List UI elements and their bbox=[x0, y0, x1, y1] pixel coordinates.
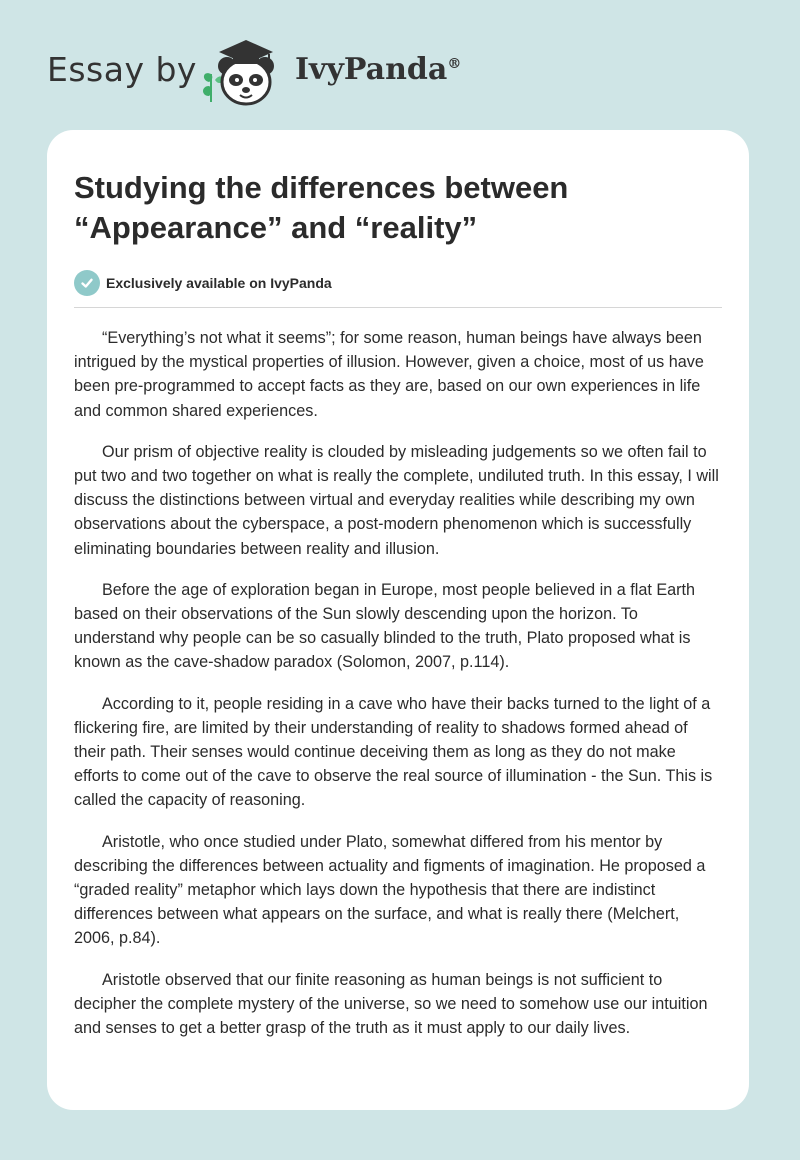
registered-mark: ® bbox=[447, 56, 462, 72]
paragraph: Before the age of exploration began in Europe, most people believed in a flat Earth based on their observations of the Sun slowly descending upon the horizon. To understand why people can be so casually blinded to the truth, Plato proposed what is known as the cave-shadow paradox (Solomon, 2007, p.114). bbox=[74, 580, 696, 672]
brand-header bbox=[47, 30, 467, 110]
divider bbox=[74, 307, 722, 308]
essay-body bbox=[74, 326, 722, 1040]
check-circle-icon bbox=[74, 270, 100, 296]
paragraph: According to it, people residing in a cave who have their backs turned to the light of a flickering fire, are limited by their understanding of reality to shadows formed ahead of their path. Their senses would continue deceiving them as long as they do not make efforts to come out of the cave to observe the real source of illumination - the Sun. This is called the capacity of reasoning. bbox=[74, 694, 713, 810]
paragraph: Aristotle, who once studied under Plato, somewhat differed from his mentor by describing the differences between actuality and figments of imagination. He proposed a “graded reality” metaphor which lays down the hypothesis that there are indistinct differences between what appears on the surface, and what is really there (Melchert, 2006, p.84). bbox=[74, 832, 706, 948]
essay-card bbox=[47, 130, 749, 1110]
brand-name[interactable] bbox=[295, 52, 461, 87]
panda-graduate-icon[interactable] bbox=[197, 30, 292, 110]
paragraph: Aristotle observed that our finite reasoning as human beings is not sufficient to decipher the complete mystery of the universe, so we need to somehow use our intuition and senses to get a better grasp of the truth as it must apply to our daily lives. bbox=[74, 970, 708, 1038]
brand-name-text: IvyPanda bbox=[295, 52, 448, 87]
paragraph: Our prism of objective reality is clouded by misleading judgements so we often fail to put two and two together on what is really the complete, undiluted truth. In this essay, I will discuss the distinctions between virtual and everyday realities while describing my own observations about the cyberspace, a post-modern phenomenon which is successfully eliminating boundaries between reality and illusion. bbox=[74, 442, 719, 558]
essay-by-label: Essay by bbox=[47, 50, 197, 89]
exclusive-badge bbox=[74, 270, 722, 296]
essay-title: Studying the differences between “Appearance” and “reality” bbox=[74, 170, 569, 245]
exclusive-badge-text: Exclusively available on IvyPanda bbox=[106, 275, 332, 291]
paragraph: “Everything’s not what it seems”; for some reason, human beings have always been intrigued by the mystical properties of illusion. However, given a choice, most of us have been pre-programmed to accept facts as they are, based on our own experiences in life and common shared experiences. bbox=[74, 329, 704, 420]
